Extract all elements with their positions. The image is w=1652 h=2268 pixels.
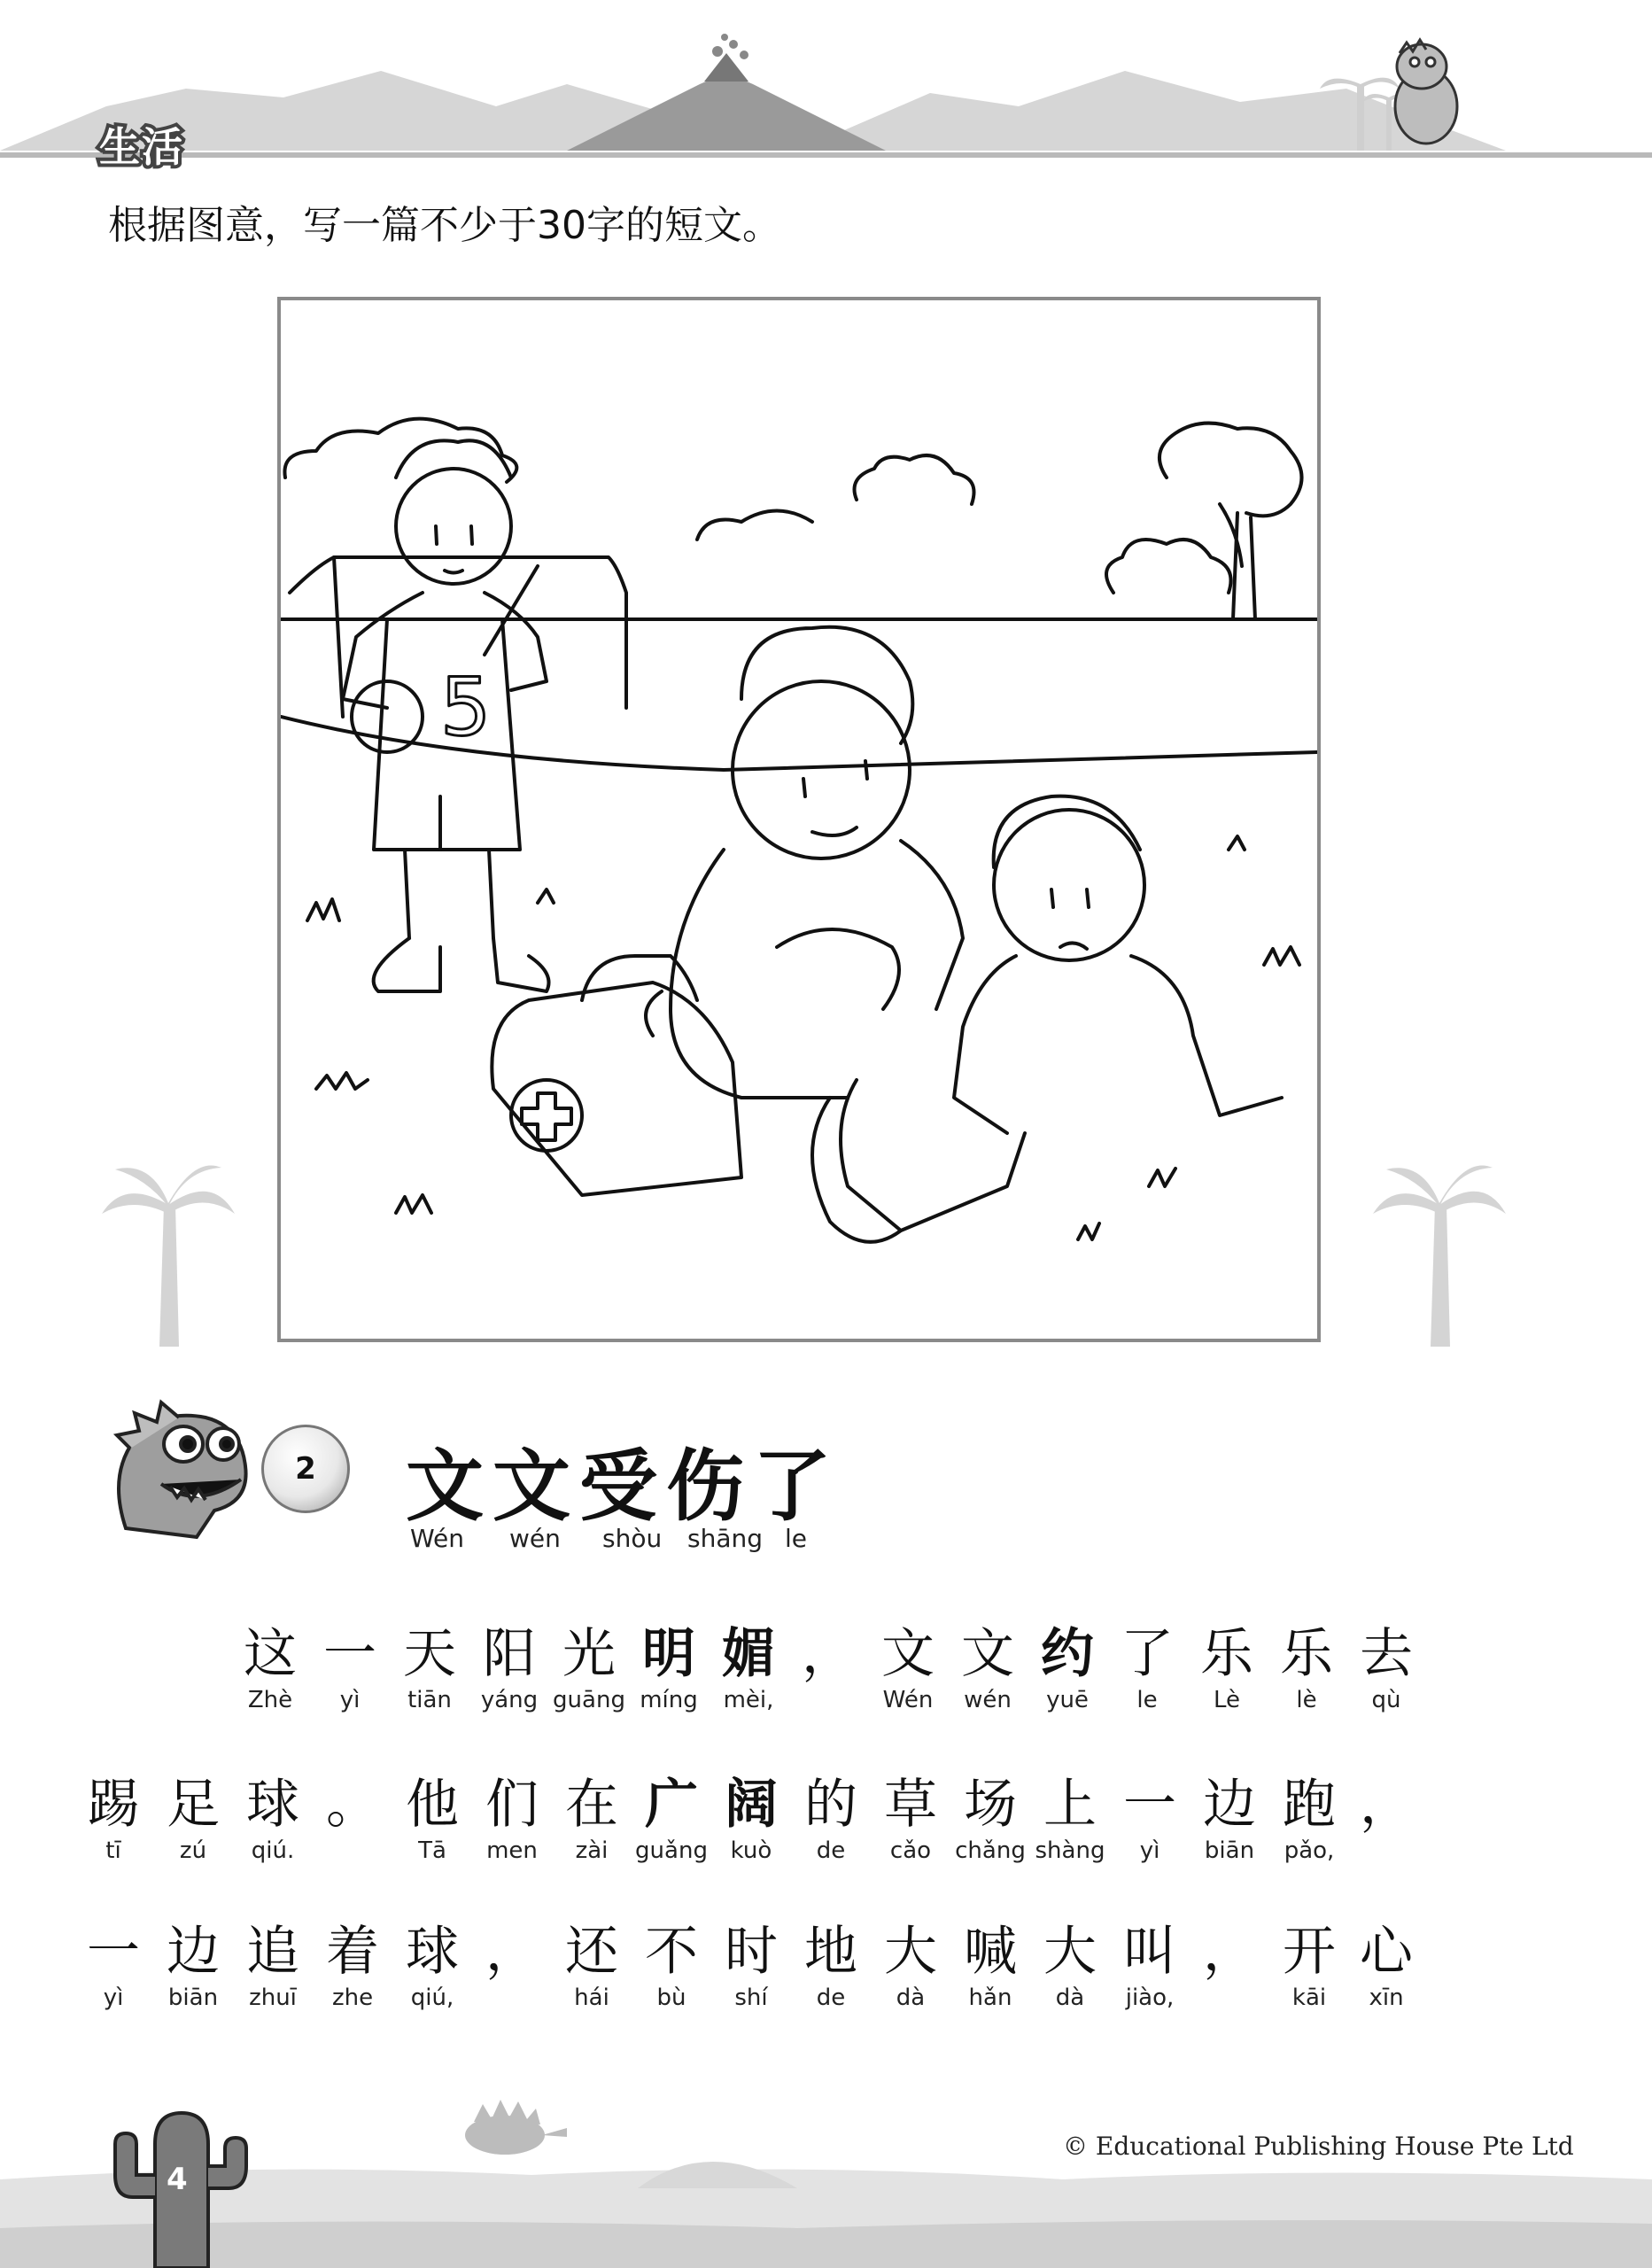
pinyin-syllable: Wén [882,1687,934,1713]
illustration-frame [277,297,1321,1342]
pinyin-syllable: qiú. [251,1837,295,1864]
pinyin-syllable: míng [640,1687,698,1713]
pinyin-syllable: yáng [480,1687,539,1713]
hanzi-character: 明 [642,1623,695,1685]
pinyin-syllable: yuē [1046,1687,1089,1713]
story-character [1346,1774,1426,1836]
story-character [1110,1921,1190,2013]
pinyin-syllable: jiào, [1125,1984,1175,2011]
pinyin-syllable: biān [167,1984,219,2011]
pinyin-syllable: kāi [1291,1984,1327,2011]
pinyin-syllable: de [816,1837,846,1864]
hanzi-character: 大 [884,1921,937,1983]
section-number-badge: 2 [261,1425,350,1513]
pinyin-syllable: men [486,1837,538,1864]
pinyin-syllable: chǎng [955,1837,1026,1864]
pinyin-syllable: tī [105,1837,121,1864]
hanzi-character: 在 [565,1774,618,1836]
story-character [791,1921,871,2013]
pinyin-syllable: dà [896,1984,926,2011]
hanzi-character: 的 [804,1774,857,1836]
pinyin-syllable: le [785,1524,808,1553]
pinyin-syllable: yì [339,1687,361,1713]
pinyin-syllable: de [816,1984,846,2011]
story-character [868,1623,948,1715]
story-character [788,1623,868,1685]
story-character [709,1623,788,1715]
story-character [549,1623,629,1715]
hanzi-character: 这 [244,1623,297,1685]
pinyin-syllable: Wén [410,1524,465,1553]
hanzi-character: 叫 [1123,1921,1176,1983]
hanzi-character: 乐 [1200,1623,1253,1685]
story-character [230,1623,310,1715]
category-label: 生活 [99,123,184,171]
story-line [0,1623,1652,1738]
story-character [711,1774,791,1866]
pinyin-syllable: guǎng [635,1837,708,1864]
story-character [74,1921,153,2013]
story-character [469,1623,549,1715]
story-character [1107,1623,1187,1715]
pinyin-syllable: shòu [602,1524,663,1553]
title-pinyin [410,1524,838,1553]
story-character [310,1623,390,1715]
pinyin-syllable: hǎn [968,1984,1012,2011]
hanzi-character: 阔 [725,1774,778,1836]
dinosaur-mascot-icon [1395,40,1457,144]
pinyin-syllable: tiān [407,1687,452,1713]
story-character [392,1774,472,1866]
hanzi-character: ， [1360,1774,1413,1836]
hanzi-character: 乐 [1280,1623,1333,1685]
hanzi-character: 大 [1043,1921,1097,1983]
jersey-number: 5 [440,661,492,754]
story-character [871,1921,950,2013]
hanzi-character: 时 [725,1921,778,1983]
pinyin-syllable: zhuī [249,1984,297,2011]
hanzi-character: 。 [326,1774,379,1836]
story-title: 文文受伤了 [406,1441,841,1532]
stegosaurus-icon [465,2100,567,2155]
volcano-illustration [567,34,886,151]
pinyin-syllable: wén [964,1687,1012,1713]
story-character [1190,1774,1269,1866]
hanzi-character: 媚 [722,1623,775,1685]
story-character [791,1774,871,1866]
story-character [1028,1623,1107,1715]
story-character [552,1774,632,1866]
story-character [74,1774,153,1866]
story-character [711,1921,791,2013]
story-character [1110,1774,1190,1866]
hanzi-character: 光 [562,1623,616,1685]
hanzi-character: 边 [167,1921,220,1983]
footer-banner [0,2073,1652,2268]
hanzi-character: 还 [565,1921,618,1983]
hanzi-character: 足 [167,1774,220,1836]
pinyin-syllable: qiú, [410,1984,454,2011]
instruction-text: 根据图意，写一篇不少于30字的短文。 [108,203,781,248]
hanzi-character: 了 [1121,1623,1174,1685]
hanzi-character: 球 [246,1774,299,1836]
pinyin-syllable: Lè [1213,1687,1241,1713]
story-character [1267,1623,1346,1715]
story-character [1030,1774,1110,1866]
hanzi-character: 场 [964,1774,1017,1836]
hanzi-character: 地 [804,1921,857,1983]
story-character [948,1623,1028,1715]
story-character [472,1774,552,1866]
story-character [1187,1623,1267,1715]
story-character [313,1921,392,2013]
story-character [392,1921,472,2013]
hanzi-character: 球 [406,1921,459,1983]
pinyin-syllable: shàng [1035,1837,1105,1864]
hanzi-character: 去 [1360,1623,1413,1685]
pinyin-syllable: xīn [1369,1984,1404,2011]
hanzi-character: 一 [323,1623,376,1685]
palm-tree-icon [1369,1152,1510,1347]
story-character [233,1921,313,2013]
hanzi-character: 天 [403,1623,456,1685]
pinyin-syllable: bù [656,1984,686,2011]
story-line [0,1774,1652,1889]
hanzi-character: 追 [246,1921,299,1983]
header-banner [0,0,1652,177]
story-line [0,1921,1652,2036]
hanzi-character: 开 [1283,1921,1336,1983]
hanzi-character: 文 [961,1623,1014,1685]
story-character [632,1921,711,2013]
story-character [632,1774,711,1866]
pinyin-syllable: yì [1139,1837,1160,1864]
page-number: 4 [167,2162,188,2197]
pinyin-syllable: kuò [730,1837,772,1864]
story-character [313,1774,392,1836]
story-character [552,1921,632,2013]
hanzi-character: 约 [1041,1623,1094,1685]
pinyin-syllable: dà [1055,1984,1085,2011]
hanzi-character: 一 [87,1921,140,1983]
pinyin-syllable: zhe [331,1984,374,2011]
story-character [153,1921,233,2013]
hanzi-character: 一 [1123,1774,1176,1836]
story-character [1346,1623,1426,1715]
dinosaur-mascot-icon [99,1395,268,1546]
pinyin-syllable: zú [179,1837,207,1864]
pinyin-syllable: Zhè [247,1687,293,1713]
pinyin-syllable: qù [1371,1687,1401,1713]
pinyin-syllable: Tā [418,1837,446,1864]
story-character [950,1921,1030,2013]
hanzi-character: 上 [1043,1774,1097,1836]
hanzi-character: ， [485,1921,539,1983]
story-character [233,1774,313,1866]
hanzi-character: 阳 [483,1623,536,1685]
hanzi-character: 心 [1360,1921,1413,1983]
pinyin-syllable: shāng [687,1524,764,1553]
story-character [871,1774,950,1866]
pinyin-syllable: mèi, [723,1687,774,1713]
pinyin-syllable: pǎo, [1284,1837,1335,1864]
pinyin-syllable: guāng [553,1687,625,1713]
pinyin-syllable: yì [103,1984,124,2011]
hanzi-character: ， [1203,1921,1256,1983]
pinyin-syllable: lè [1296,1687,1317,1713]
story-character [950,1774,1030,1866]
pinyin-syllable: biān [1204,1837,1255,1864]
story-character [472,1921,552,1983]
story-character [1269,1921,1349,2013]
hanzi-character: 不 [645,1921,698,1983]
story-character [629,1623,709,1715]
pinyin-syllable: shí [734,1984,768,2011]
hanzi-character: ， [802,1623,855,1685]
hanzi-character: 跑 [1283,1774,1336,1836]
pinyin-syllable: cǎo [889,1837,932,1864]
copyright-text: © Educational Publishing House Pte Ltd [1063,2132,1574,2161]
hanzi-character: 喊 [964,1921,1017,1983]
story-character [1190,1921,1269,1983]
pinyin-syllable: hái [574,1984,609,2011]
pinyin-syllable: zài [575,1837,609,1864]
pinyin-syllable: wén [509,1524,561,1553]
hanzi-character: 草 [884,1774,937,1836]
hanzi-character: 广 [645,1774,698,1836]
story-character [390,1623,469,1715]
story-character [1346,1921,1426,2013]
hanzi-character: 踢 [87,1774,140,1836]
header-divider [0,152,1652,158]
hanzi-character: 他 [406,1774,459,1836]
hanzi-character: 文 [881,1623,935,1685]
story-character [153,1774,233,1866]
story-character [1030,1921,1110,2013]
palm-tree-icon [97,1152,239,1347]
hanzi-character: 边 [1203,1774,1256,1836]
hanzi-character: 着 [326,1921,379,1983]
pinyin-syllable: le [1136,1687,1158,1713]
hanzi-character: 们 [485,1774,539,1836]
story-character [1269,1774,1349,1866]
injured-boy-illustration [281,300,1317,1339]
